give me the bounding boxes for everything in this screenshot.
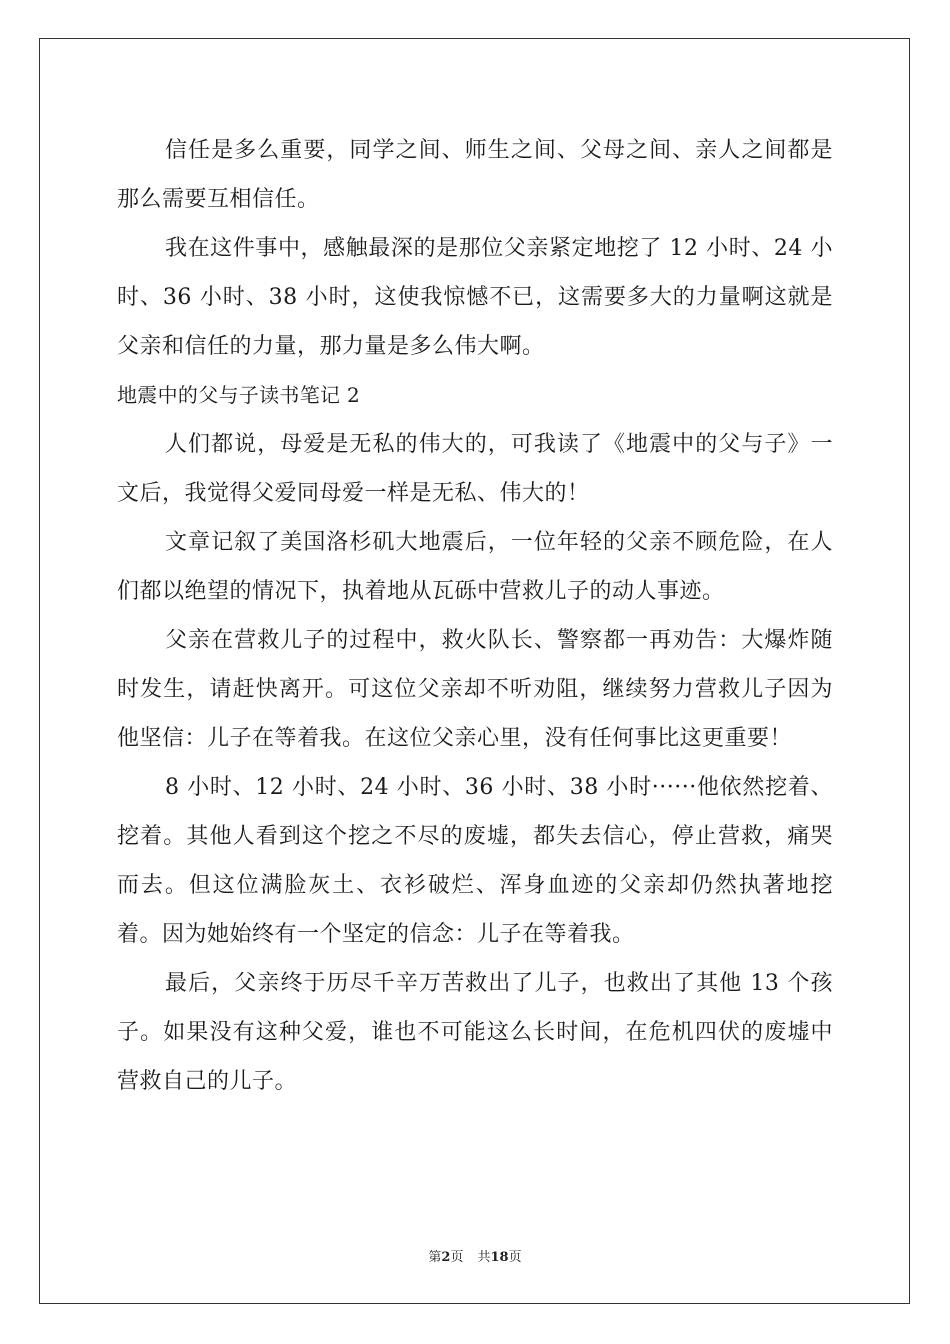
page-footer (0, 1246, 950, 1265)
section-heading: 地震中的父与子读书笔记 2 (117, 383, 360, 407)
paragraph: 最后，父亲终于历尽千辛万苦救出了儿子，也救出了其他 13 个孩子。如果没有这种父爱，谁也不可能这么长时间，在危机四伏的废墟中营救自己的儿子。 (117, 971, 833, 1094)
total-pages: 18 (490, 1250, 509, 1265)
paragraph: 信任是多么重要，同学之间、师生之间、父母之间、亲人之间都是那么需要互相信任。 (117, 138, 833, 212)
page-suffix: 页 (450, 1250, 464, 1265)
paragraph: 文章记叙了美国洛杉矶大地震后，一位年轻的父亲不顾危险，在人们都以绝望的情况下，执着地从瓦砾中营救儿子的动人事迹。 (117, 530, 833, 604)
paragraph: 父亲在营救儿子的过程中，救火队长、警察都一再劝告：大爆炸随时发生，请赶快离开。可这位父亲却不听劝阻，继续努力营救儿子因为他坚信：儿子在等着我。在这位父亲心里，没有任何事比这更重要！ (117, 628, 833, 751)
total-suffix: 页 (508, 1250, 522, 1265)
document-body (117, 126, 833, 1106)
paragraph: 人们都说，母爱是无私的伟大的，可我读了《地震中的父与子》一文后，我觉得父爱同母爱一样是无私、伟大的！ (117, 432, 833, 506)
page-prefix: 第 (428, 1250, 442, 1265)
paragraph: 8 小时、12 小时、24 小时、36 小时、38 小时······他依然挖着、挖着。其他人看到这个挖之不尽的废墟，都失去信心，停止营救，痛哭而去。但这位满脸灰土、衣衫破烂、浑身血迹的父亲却仍然执著地挖着。因为她始终有一个坚定的信念：儿子在等着我。 (117, 775, 833, 947)
paragraph: 我在这件事中，感触最深的是那位父亲紧定地挖了 12 小时、24 小时、36 小时、38 小时，这使我惊憾不已，这需要多大的力量啊这就是父亲和信任的力量，那力量是多么伟大啊。 (117, 236, 833, 359)
page-number: 2 (441, 1250, 451, 1265)
total-prefix: 共 (477, 1250, 491, 1265)
